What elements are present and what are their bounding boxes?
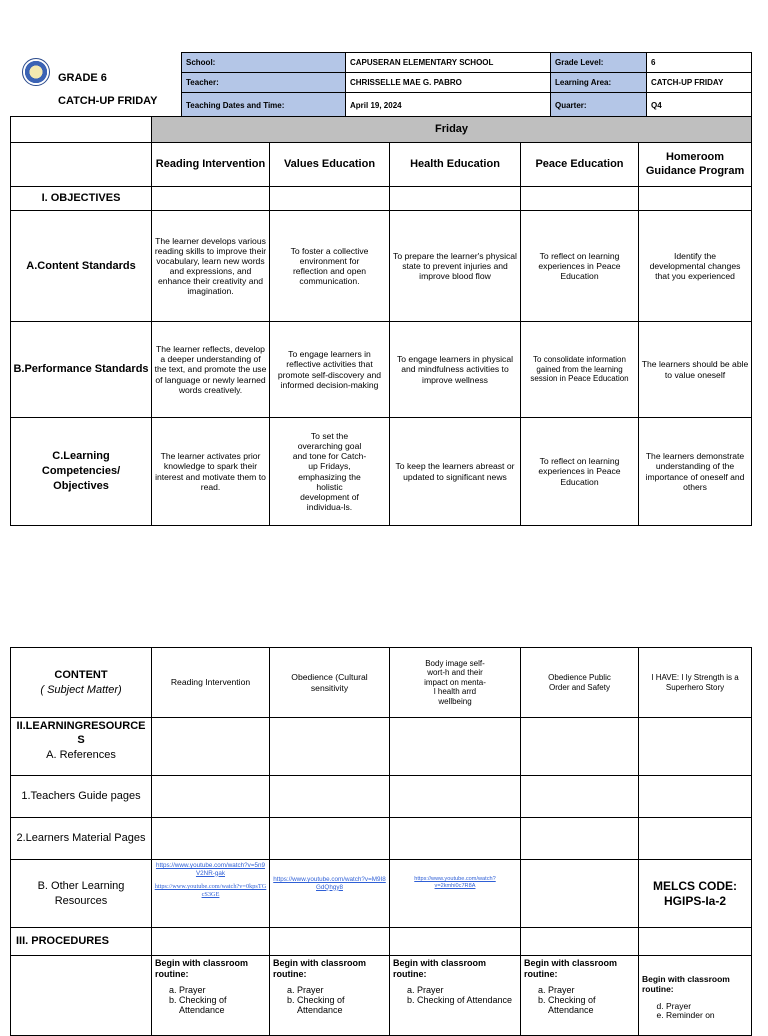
- melcs-code: MELCS CODE: HGIPS-Ia-2: [639, 860, 752, 928]
- table-cell: Body image self-wort-h and their impact on menta-l health arrd wellbeing: [390, 648, 521, 718]
- col-peace-education: Peace Education: [521, 143, 639, 187]
- performance-standards-label: B.Performance Standards: [11, 322, 152, 418]
- content-subtitle: ( Subject Matter): [40, 683, 122, 696]
- col-values-education: Values Education: [270, 143, 390, 187]
- corner-cell: [11, 117, 152, 143]
- resources-table: [10, 647, 752, 1036]
- list-item: b. Checking of Attendance: [417, 996, 517, 1006]
- table-cell: To reflect on learning experiences in Peace Education: [521, 211, 639, 322]
- health-video-link[interactable]: https://www.youtube.com/watch?v=2kmhi0c7R8A: [414, 876, 496, 889]
- table-cell: To engage learners in reflective activities that promote self-discovery and informed decision-making: [270, 322, 390, 418]
- col-health-education: Health Education: [390, 143, 521, 187]
- other-resources-label: B. Other Learning Resources: [11, 860, 152, 928]
- values-video-link[interactable]: https://www.youtube.com/watch?v=M9I8GdQhgy8: [273, 876, 386, 891]
- list-item: b. Checking of Attendance: [297, 996, 386, 1016]
- header-table: [181, 52, 752, 118]
- grade-subtitle: CATCH-UP FRIDAY: [58, 95, 158, 107]
- dates-value: April 19, 2024: [346, 93, 551, 118]
- list-item: e. Reminder on: [666, 1011, 748, 1020]
- quarter-value: Q4: [647, 93, 752, 118]
- grade-level-label: Grade Level:: [551, 53, 647, 73]
- table-cell: Identify the developmental changes that you experienced: [639, 211, 752, 322]
- table-cell: Obedience (Cultural sensitivity: [270, 648, 390, 718]
- school-value: CAPUSERAN ELEMENTARY SCHOOL: [346, 53, 551, 73]
- objectives-table: [10, 116, 752, 526]
- table-cell: The learner develops various reading skills to improve their vocabulary, learn new words and expressions, and enhance their creativity and imagination.: [152, 211, 270, 322]
- learning-resources-label: [11, 718, 152, 776]
- learning-area-value: CATCH-UP FRIDAY: [647, 73, 752, 93]
- reading-video-link-2[interactable]: https://www.youtube.com/watch?v=0kpsTGcS3GE: [154, 883, 267, 898]
- col-reading-intervention: Reading Intervention: [152, 143, 270, 187]
- teachers-guide-label: 1.Teachers Guide pages: [11, 776, 152, 818]
- objectives-label: I. OBJECTIVES: [11, 187, 152, 211]
- references-label: A. References: [46, 748, 116, 761]
- table-cell: To foster a collective environment for reflection and open communication.: [270, 211, 390, 322]
- content-standards-label: A.Content Standards: [11, 211, 152, 322]
- table-cell: I HAVE: I ly Strength is a Superhero Story: [639, 648, 752, 718]
- table-cell: To set the overarching goal and tone for Catch-up Fridays, emphasizing the holistic development of individua-ls.: [270, 418, 390, 526]
- routine-heading: Begin with classroom routine:: [642, 974, 730, 995]
- teacher-label: Teacher:: [182, 73, 346, 93]
- dates-label: Teaching Dates and Time:: [182, 93, 346, 118]
- table-cell: Reading Intervention: [152, 648, 270, 718]
- learning-competencies-label: C.Learning Competencies/ Objectives: [11, 418, 152, 526]
- routine-heading: Begin with classroom routine:: [393, 958, 487, 979]
- grade-level-value: 6: [647, 53, 752, 73]
- grade-title: GRADE 6: [58, 72, 107, 84]
- reading-video-link-1[interactable]: https://www.youtube.com/watch?v=5n9V2NR-gak: [155, 862, 266, 877]
- table-cell: To engage learners in physical and mindfulness activities to improve wellness: [390, 322, 521, 418]
- table-cell: To reflect on learning experiences in Peace Education: [521, 418, 639, 526]
- procedures-label: III. PROCEDURES: [11, 928, 152, 956]
- table-cell: The learner reflects, develop a deeper understanding of the text, and promote the use of language or newly learned words creatively.: [152, 322, 270, 418]
- table-cell: To consolidate information gained from the learning session in Peace Education: [521, 322, 639, 418]
- empty-header-cell: [11, 143, 152, 187]
- quarter-label: Quarter:: [551, 93, 647, 118]
- list-item: b. Checking of Attendance: [179, 996, 266, 1016]
- routine-heading: Begin with classroom routine:: [524, 958, 618, 979]
- learning-resources-title: II.LEARNINGRESOURCES: [16, 720, 146, 747]
- routine-heading: Begin with classroom routine:: [273, 958, 367, 979]
- content-title: CONTENT: [54, 668, 108, 681]
- table-cell: The learner activates prior knowledge to spark their interest and motivate them to read.: [152, 418, 270, 526]
- list-item: a. Prayer: [548, 986, 635, 996]
- table-cell: To prepare the learner's physical state to prevent injuries and improve blood flow: [390, 211, 521, 322]
- learning-area-label: Learning Area:: [551, 73, 647, 93]
- table-cell: To keep the learners abreast or updated to significant news: [390, 418, 521, 526]
- school-label: School:: [182, 53, 346, 73]
- learners-material-label: 2.Learners Material Pages: [11, 818, 152, 860]
- list-item: a. Prayer: [417, 986, 517, 996]
- list-item: d. Prayer: [666, 1002, 748, 1011]
- teacher-value: CHRISSELLE MAE G. PABRO: [346, 73, 551, 93]
- table-cell: The learners should be able to value oneself: [639, 322, 752, 418]
- list-item: b. Checking of Attendance: [548, 996, 635, 1016]
- table-cell: Obedience Public Order and Safety: [521, 648, 639, 718]
- table-cell: The learners demonstrate understanding of the importance of oneself and others: [639, 418, 752, 526]
- col-homeroom-guidance: Homeroom Guidance Program: [639, 143, 752, 187]
- routine-heading: Begin with classroom routine:: [155, 958, 249, 979]
- list-item: a. Prayer: [297, 986, 386, 996]
- list-item: a. Prayer: [179, 986, 266, 996]
- day-header: Friday: [152, 117, 752, 143]
- content-label: [11, 648, 152, 718]
- deped-seal-icon: [22, 58, 50, 86]
